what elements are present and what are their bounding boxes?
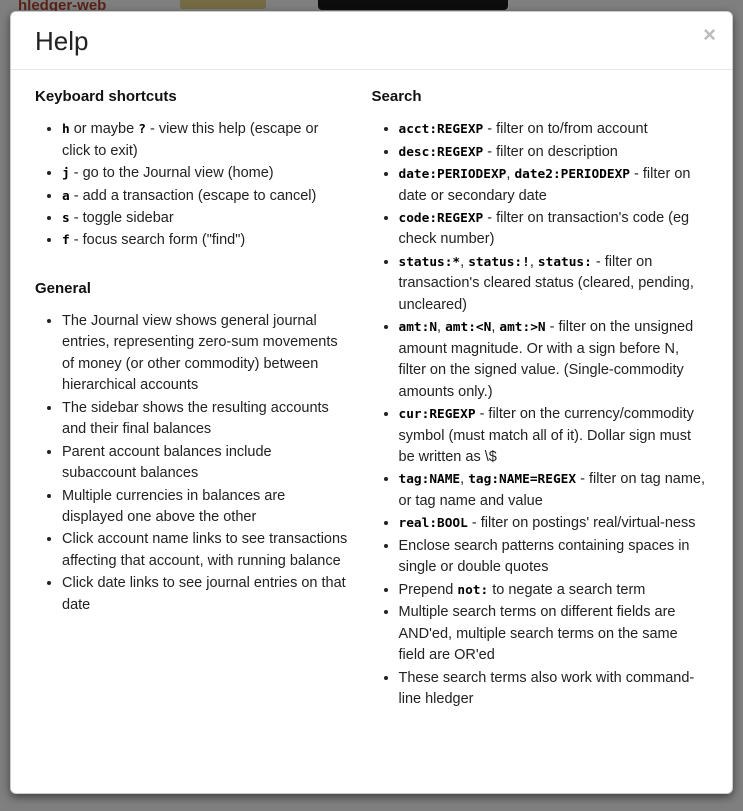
code-term: amt:<N [445, 320, 492, 336]
list-item: • The sidebar shows the resulting accounts and their final balances [62, 398, 350, 441]
list-item: • code:REGEXP - filter on transaction's code (eg check number) [399, 208, 707, 251]
list-item: • The Journal view shows general journal entries, representing zero-sum movements of money (or other commodity) between hierarchical accounts [62, 311, 350, 397]
code-term: status: [537, 254, 592, 270]
list-item: • Click date links to see journal entries on that date [62, 573, 350, 616]
list-item: • date:PERIODEXP, date2:PERIODEXP - filter on date or secondary date [399, 164, 707, 207]
code-term: amt:N [398, 320, 438, 336]
list-item: • Multiple search terms on different fields are AND'ed, multiple search terms on the same field are OR'ed [399, 602, 707, 666]
code-term: amt:>N [499, 320, 546, 336]
close-icon[interactable]: × [703, 22, 716, 47]
code-term: j [62, 166, 70, 182]
code-term: status:! [468, 254, 530, 270]
keyboard-shortcuts-heading: Keyboard shortcuts [35, 88, 177, 106]
code-term: date:PERIODEXP [398, 167, 507, 183]
list-item: • Click account name links to see transactions affecting that account, with running balance [62, 529, 350, 572]
code-term: s [62, 211, 70, 226]
search-list [372, 119, 707, 710]
code-term: a [62, 188, 70, 204]
code-term: f [62, 233, 70, 249]
general-heading: General [35, 279, 91, 297]
help-modal [10, 11, 733, 794]
list-item: • cur:REGEXP - filter on the currency/commodity symbol (must match all of it). Dollar sign must be written as \$ [399, 404, 707, 468]
code-term: date2:PERIODEXP [514, 167, 631, 183]
code-term: desc:REGEXP [398, 144, 484, 160]
help-column-right [372, 88, 709, 718]
list-item: • f - focus search form ("find") [62, 230, 350, 251]
list-item: • j - go to the Journal view (home) [62, 163, 350, 184]
list-item: • status:*, status:!, status: - filter on transaction's cleared status (cleared, pending, uncleared) [399, 252, 707, 316]
modal-body [11, 70, 732, 733]
list-item: • These search terms also work with command-line hledger [399, 668, 707, 711]
list-item: • Prepend not: to negate a search term [399, 580, 707, 601]
search-heading: Search [371, 88, 422, 106]
code-term: real:BOOL [398, 516, 468, 532]
code-term: tag:NAME [398, 472, 461, 488]
general-list [35, 311, 350, 616]
code-term: ? [138, 122, 146, 138]
list-item: • s - toggle sidebar [62, 208, 350, 229]
help-column-left [35, 88, 372, 718]
modal-title: Help [35, 26, 89, 56]
list-item: • Parent account balances include subaccount balances [62, 442, 350, 485]
list-item: • amt:N, amt:<N, amt:>N - filter on the unsigned amount magnitude. Or with a sign before N, filter on the signed value. (Single-commodity amounts only.) [399, 317, 707, 403]
list-item: • Enclose search patterns containing spaces in single or double quotes [399, 536, 707, 579]
keyboard-shortcuts-list [35, 119, 350, 252]
list-item: • desc:REGEXP - filter on description [399, 142, 707, 163]
list-item: • acct:REGEXP - filter on to/from account [399, 119, 707, 140]
list-item: • h or maybe ? - view this help (escape or click to exit) [62, 119, 350, 162]
code-term: code:REGEXP [398, 211, 484, 226]
list-item: • a - add a transaction (escape to cancel) [62, 186, 350, 207]
code-term: not: [457, 582, 489, 598]
list-item: • Multiple currencies in balances are displayed one above the other [62, 486, 350, 529]
code-term: acct:REGEXP [398, 122, 484, 138]
code-term: status:* [398, 254, 461, 270]
list-item: • real:BOOL - filter on postings' real/virtual-ness [399, 513, 707, 534]
modal-header [11, 12, 732, 70]
list-item: • tag:NAME, tag:NAME=REGEX - filter on tag name, or tag name and value [399, 469, 707, 512]
code-term: tag:NAME=REGEX [468, 472, 577, 488]
code-term: h [62, 122, 70, 138]
code-term: cur:REGEXP [398, 407, 476, 423]
